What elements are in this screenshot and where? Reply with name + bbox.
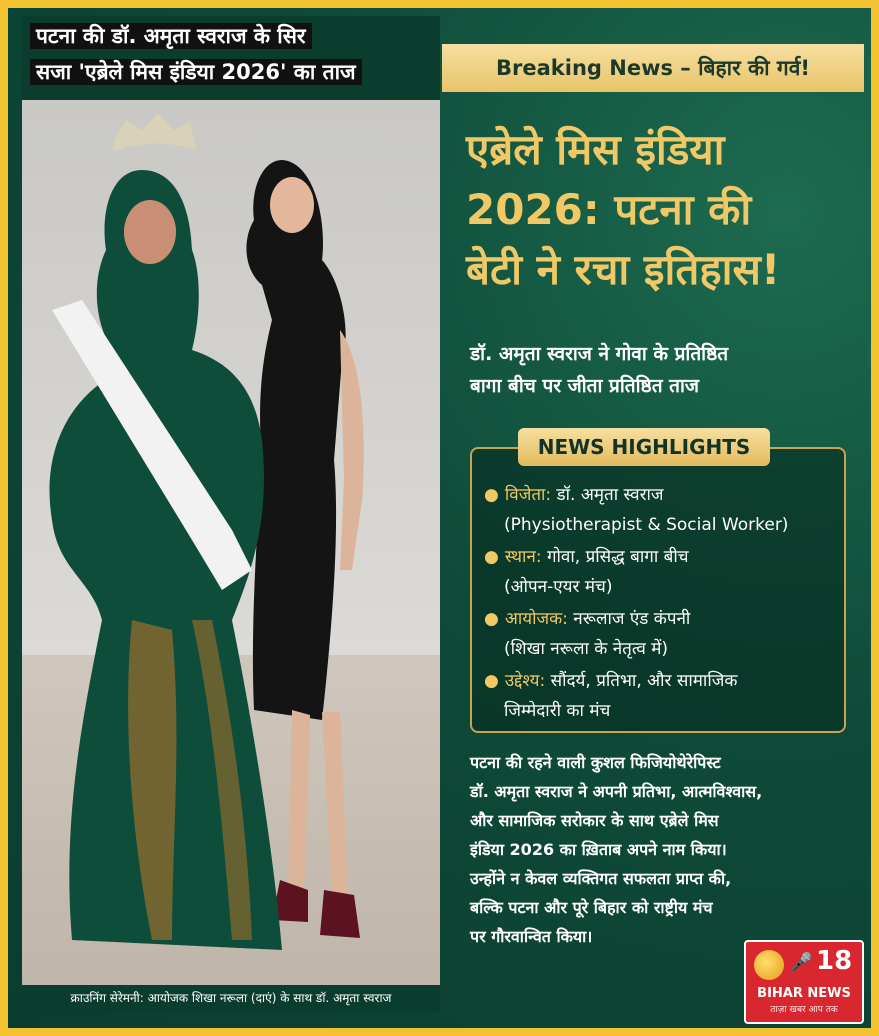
subhead-line-1: डॉ. अमृता स्वराज ने गोवा के प्रतिष्ठित (470, 343, 729, 365)
people-illustration (22, 100, 440, 985)
list-item: ● उद्देश्य: सौंदर्य, प्रतिभा, और सामाजिक जिम्मेदारी का मंच (484, 671, 738, 721)
list-item: ● स्थान: गोवा, प्रसिद्ध बागा बीच (ओपन-एयर मंच) (484, 547, 689, 597)
headline-line-2: 2026: पटना की (466, 185, 752, 234)
article-body (470, 748, 862, 951)
main-headline (466, 120, 866, 300)
headline-line-1: एब्रेले मिस इंडिया (466, 125, 725, 174)
body-line: पटना की रहने वाली कुशल फिजियोथेरेपिस्ट (470, 753, 721, 772)
bullet-icon: ● (484, 671, 499, 691)
photo-headline-caption (30, 18, 440, 90)
body-line: इंडिया 2026 का ख़िताब अपने नाम किया। (470, 840, 727, 859)
breaking-news-banner: Breaking News – बिहार की गर्व! (442, 44, 864, 92)
body-line: बल्कि पटना और पूरे बिहार को राष्ट्रीय मंच (470, 898, 713, 917)
subheadline (470, 338, 870, 402)
bullet-icon: ● (484, 485, 499, 505)
caption-line-2: सजा 'एब्रेले मिस इंडिया 2026' का ताज (30, 59, 362, 85)
bihar-news-logo (744, 940, 864, 1024)
subhead-line-2: बागा बीच पर जीता प्रतिष्ठित ताज (470, 375, 699, 397)
logo-number: 18 (816, 946, 853, 976)
headline-line-3: बेटी ने रचा इतिहास! (466, 245, 781, 294)
ceremony-photo (22, 100, 440, 985)
caption-line-1: पटना की डॉ. अमृता स्वराज के सिर (30, 23, 312, 49)
globe-icon (754, 950, 784, 980)
highlights-list (484, 480, 834, 728)
list-item: ● विजेता: डॉ. अमृता स्वराज (Physiotherapist & Social Worker) (484, 485, 789, 535)
body-line: डॉ. अमृता स्वराज ने अपनी प्रतिभा, आत्मविश्वास, (470, 782, 763, 801)
microphone-icon: 🎤 (790, 952, 813, 973)
body-line: पर गौरवान्वित किया। (470, 927, 593, 946)
body-line: उन्होंने न केवल व्यक्तिगत सफलता प्राप्त की, (470, 869, 732, 888)
logo-name: BIHAR NEWS (757, 986, 851, 1001)
body-line: और सामाजिक सरोकार के साथ एब्रेले मिस (470, 811, 719, 830)
bullet-icon: ● (484, 547, 499, 567)
photo-caption: क्राउनिंग सेरेमनी: आयोजक शिखा नरूला (दाएं) के साथ डॉ. अमृता स्वराज (22, 985, 440, 1012)
logo-tagline: ताज़ा खबर आप तक (770, 1005, 838, 1015)
highlights-title: NEWS HIGHLIGHTS (518, 428, 770, 466)
bullet-icon: ● (484, 609, 499, 629)
list-item: ● आयोजक: नरूलाज एंड कंपनी (शिखा नरूला के नेतृत्व में) (484, 609, 691, 659)
